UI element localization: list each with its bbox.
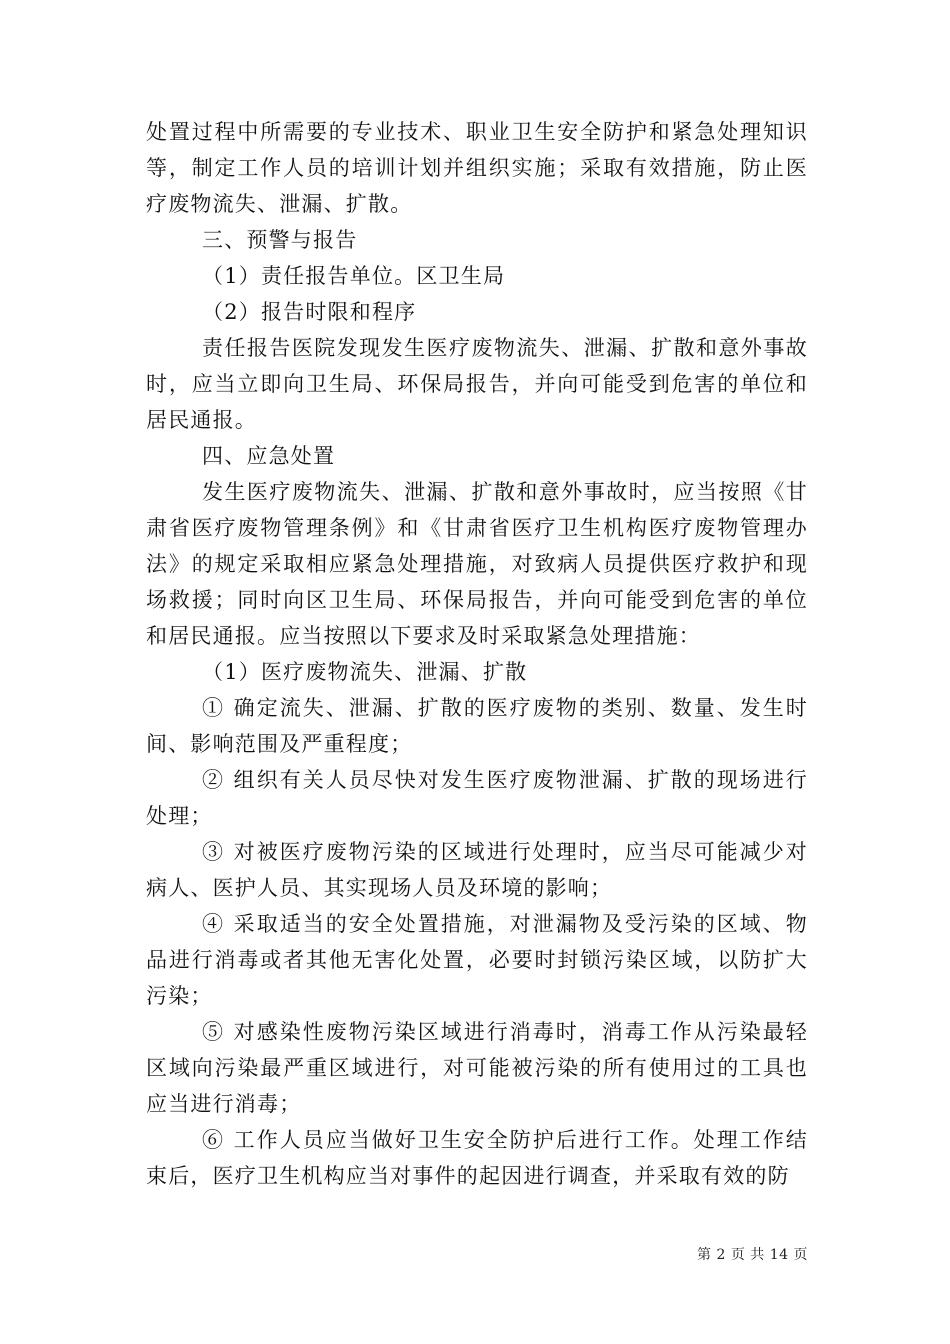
item-responsible-unit: （1）责任报告单位。区卫生局 xyxy=(202,264,506,288)
step-2: ② 组织有关人员尽快对发生医疗废物泄漏、扩散的现场进行处理； xyxy=(146,768,808,828)
page-number: 第 2 页 共 14 页 xyxy=(697,1247,808,1263)
paragraph-training: 处置过程中所需要的专业技术、职业卫生安全防护和紧急处理知识等，制定工作人员的培训计划并组织实施；采取有效措施，防止医疗废物流失、泄漏、扩散。 xyxy=(146,120,808,216)
step-1: ① 确定流失、泄漏、扩散的医疗废物的类别、数量、发生时间、影响范围及严重程度； xyxy=(146,696,808,756)
step-3: ③ 对被医疗废物污染的区域进行处理时，应当尽可能减少对病人、医护人员、其实现场人员及环境的影响； xyxy=(146,840,808,900)
step-4: ④ 采取适当的安全处置措施，对泄漏物及受污染的区域、物品进行消毒或者其他无害化处置，必要时封锁污染区域，以防扩大污染； xyxy=(146,912,808,1008)
section-heading-warning-report: 三、预警与报告 xyxy=(202,228,358,252)
item-report-procedure: （2）报告时限和程序 xyxy=(202,300,417,324)
section-heading-emergency-handling: 四、应急处置 xyxy=(202,444,336,468)
paragraph-emergency-measures: 发生医疗废物流失、泄漏、扩散和意外事故时，应当按照《甘肃省医疗废物管理条例》和《甘肃省医疗卫生机构医疗废物管理办法》的规定采取相应紧急处理措施，对致病人员提供医疗救护和现场救援；同时向区卫生局、环保局报告，并向可能受到危害的单位和居民通报。应当按照以下要求及时采取紧急处理措施： xyxy=(146,480,808,648)
item-loss-leak-spread: （1）医疗废物流失、泄漏、扩散 xyxy=(202,660,528,684)
step-5: ⑤ 对感染性废物污染区域进行消毒时，消毒工作从污染最轻区域向污染最严重区域进行，对可能被污染的所有使用过的工具也应当进行消毒； xyxy=(146,1020,808,1116)
document-body xyxy=(146,114,808,1194)
paragraph-report-details: 责任报告医院发现发生医疗废物流失、泄漏、扩散和意外事故时，应当立即向卫生局、环保局报告，并向可能受到危害的单位和居民通报。 xyxy=(146,336,808,432)
step-6: ⑥ 工作人员应当做好卫生安全防护后进行工作。处理工作结束后，医疗卫生机构应当对事件的起因进行调查，并采取有效的防 xyxy=(146,1128,808,1188)
